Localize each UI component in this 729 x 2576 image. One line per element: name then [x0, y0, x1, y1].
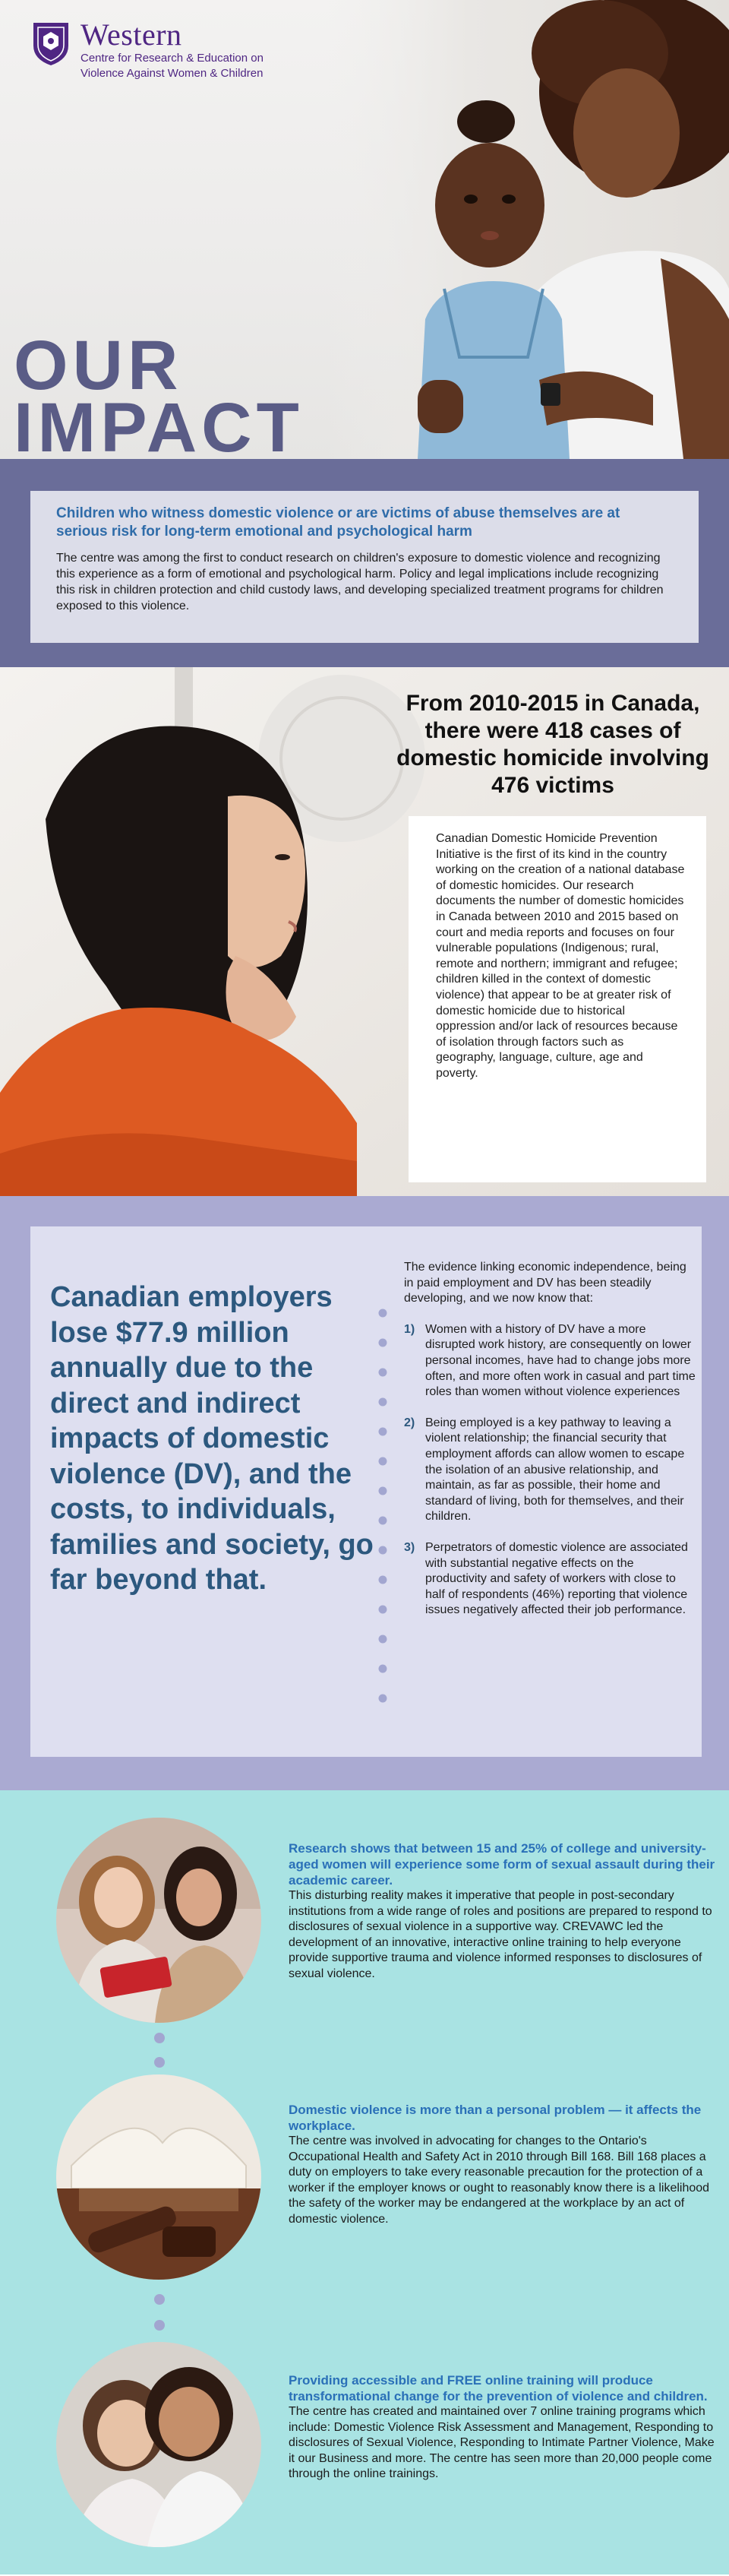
children-harm-body: The centre was among the first to conduct research on children's exposure to domestic violence and recognizing this experience as a form of emotional and psychological harm. Policy and legal implications include recognizing this risk in children protection and child custody laws, and developing specialized treatment programs for children exposed to this violence.	[56, 552, 664, 612]
list-item: 3) Perpetrators of domestic violence are associated with substantial negative effects on the productivity and safety of workers with close to half of respondents (46%) reporting that violence issues negatively affected their job performance.	[404, 1540, 688, 1617]
online-training-block	[289, 2372, 715, 2483]
online-training-headline: Providing accessible and FREE online training will produce transformational change for the prevention of violence and children.	[289, 2373, 708, 2404]
divider-dot	[379, 1487, 387, 1495]
workplace-block	[289, 2102, 715, 2228]
timeline-connector	[154, 2027, 165, 2073]
timeline-connector	[154, 2284, 165, 2340]
divider-dot	[379, 1517, 387, 1525]
domestic-homicide-section	[0, 667, 729, 1196]
workplace-headline: Domestic violence is more than a personal problem — it affects the workplace.	[289, 2103, 702, 2133]
evidence-list	[404, 1322, 697, 1619]
students-reading-photo	[56, 1818, 261, 2023]
divider-dot	[379, 1635, 387, 1644]
sexual-assault-headline: Research shows that between 15 and 25% of college and university-aged women will experience some form of sexual assault during their academic career.	[289, 1841, 715, 1888]
economic-impact-section	[0, 1196, 729, 1790]
divider-dot	[379, 1695, 387, 1703]
online-training-body: The centre has created and maintained over 7 online training programs which include: Domestic Violence Risk Assessment and Management, Responding to disclosures of Sexual Violence, Responding to Intimate Partner Violence, Make it our Business and more. The centre has seen more than 20,000 people come through the online trainings.	[289, 2405, 715, 2481]
two-girls-photo	[56, 2342, 261, 2547]
workplace-body: The centre was involved in advocating for changes to the Ontario's Occupational Health and Safety Act in 2010 through Bill 168. Bill 168 places a duty on employers to take every reasonable precaution for the protection of a worker if the employer knows or ought to reasonably know there is a likelihood the safety of the worker may be endangered at the workplace by an act of domestic violence.	[289, 2135, 710, 2226]
logo-subtitle-line2: Violence Against Women & Children	[80, 67, 264, 80]
gavel-and-books-photo	[56, 2074, 261, 2280]
divider-dot	[379, 1428, 387, 1436]
shield-crest-icon	[30, 20, 71, 67]
domestic-homicide-headline: From 2010-2015 in Canada, there were 418 cases of domestic homicide involving 476 victims	[396, 691, 709, 798]
employer-cost-stat: Canadian employers lose $77.9 million annually due to the direct and indirect impacts of domestic violence (DV), and the costs, to individuals, families and society, go far beyond that.	[50, 1281, 374, 1596]
western-logo[interactable]	[30, 17, 264, 81]
economic-impact-card	[30, 1226, 702, 1757]
divider-dot	[379, 1606, 387, 1614]
page-title-line2: IMPACT	[14, 389, 304, 459]
divider-dot	[379, 1309, 387, 1318]
divider-dot	[379, 1546, 387, 1555]
children-harm-section	[0, 457, 729, 667]
page-title-line1: OUR	[14, 327, 183, 404]
mother-and-child-photo	[327, 0, 729, 459]
children-harm-headline: Children who witness domestic violence or are victims of abuse themselves are at serious risk for long-term emotional and psychological harm	[56, 505, 620, 540]
domestic-homicide-card	[409, 816, 706, 1182]
list-item: 2) Being employed is a key pathway to leaving a violent relationship; the financial security that employment affords can allow women to escape the isolation of an abusive relationship, and maintain, as far as possible, their home and standard of living, both for themselves, and their children.	[404, 1416, 685, 1524]
divider-dot	[379, 1457, 387, 1466]
sexual-assault-training-block	[289, 1840, 715, 1983]
hero-section	[0, 0, 729, 459]
sexual-assault-body: This disturbing reality makes it imperative that people in post-secondary institutions from a wide range of roles and positions are prepared to respond to disclosures of sexual violence in a supportive way. CREVAWC led the development of an innovative, interactive online training to help everyone provide supportive trauma and violence informed responses to disclosures of sexual violence.	[289, 1889, 712, 1980]
domestic-homicide-body: Canadian Domestic Homicide Prevention Initiative is the first of its kind in the country working on the creation of a national database of domestic homicides. Our research documents the number of domestic homicides in Canada between 2010 and 2015 based on court and media reports and focuses on four vulnerable populations (Indigenous; rural, remote and northern; immigrant and refugee; children killed in the context of domestic violence) that appear to be at greater risk of domestic homicide due to historical oppression and/or lack of resources because of isolation through factors such as geography, language, culture, age and poverty.	[436, 832, 685, 1080]
divider-dot	[379, 1398, 387, 1407]
page-title	[14, 327, 304, 459]
dotted-divider	[378, 1309, 387, 1704]
logo-subtitle-line1: Centre for Research & Education on	[80, 52, 264, 65]
evidence-intro: The evidence linking economic independence, being in paid employment and DV has been steadily developing, and we now know that:	[404, 1261, 686, 1305]
evidence-column	[404, 1260, 697, 1634]
logo-wordmark: Western	[80, 17, 182, 52]
divider-dot	[379, 1665, 387, 1673]
children-harm-card	[30, 491, 699, 643]
divider-dot	[379, 1576, 387, 1584]
divider-dot	[379, 1369, 387, 1377]
training-impact-section	[0, 1790, 729, 2574]
list-item: 1) Women with a history of DV have a more disrupted work history, are consequently on lower personal incomes, have had to change jobs more often, and more often work in casual and part time roles than women without violence experiences	[404, 1322, 696, 1399]
divider-dot	[379, 1339, 387, 1347]
